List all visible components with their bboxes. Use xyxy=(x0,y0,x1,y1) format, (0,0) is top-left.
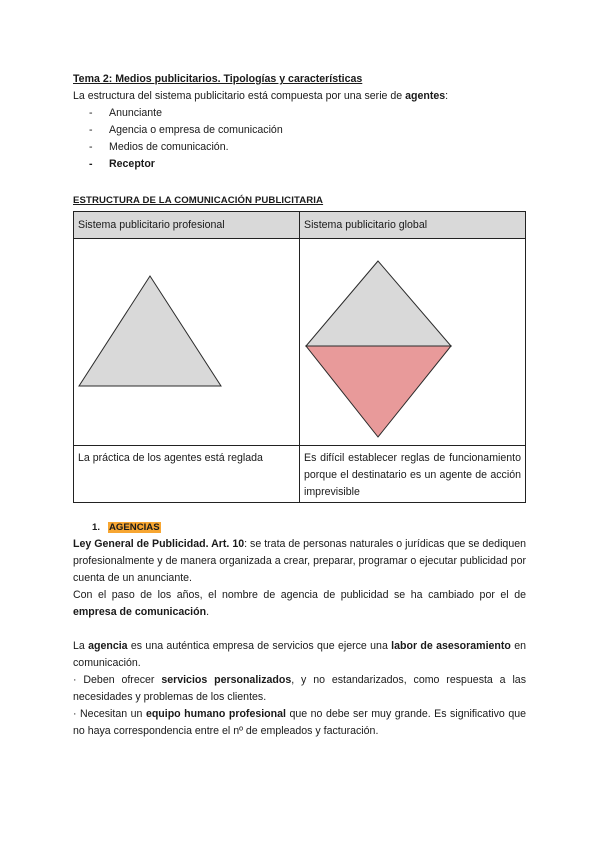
diamond-cell xyxy=(300,239,526,446)
agencias-highlight: AGENCIAS xyxy=(109,522,160,533)
agents-list xyxy=(73,105,526,173)
agencia-bold-d: labor de asesoramiento xyxy=(391,640,511,652)
intro-text: La estructura del sistema publicitario está compuesta por una serie de xyxy=(73,90,406,102)
agent-item: - Agencia o empresa de comunicación xyxy=(73,122,526,139)
agencia-text-e: en comunicación. xyxy=(73,640,526,669)
col1-header: Sistema publicitario profesional xyxy=(74,212,300,239)
diamond-top-shape xyxy=(306,261,451,346)
document-page xyxy=(73,71,526,740)
nombre-end: . xyxy=(206,606,210,618)
servicios-text-a: · Deben ofrecer xyxy=(73,674,162,686)
equipo-bold: equipo humano profesional xyxy=(145,708,286,720)
agencia-bold-b: agencia xyxy=(88,640,128,652)
intro-bold: agentes xyxy=(405,90,446,102)
agent-item: - Medios de comunicación. xyxy=(73,139,526,156)
triangle-shape xyxy=(79,276,221,386)
equipo-paragraph xyxy=(73,706,526,740)
agencia-text-a: La xyxy=(73,640,89,652)
col2-header: Sistema publicitario global xyxy=(300,212,526,239)
servicios-paragraph xyxy=(73,672,526,706)
table-desc-row xyxy=(74,446,526,503)
doc-title: Tema 2: Medios publicitarios. Tipologías y características xyxy=(73,73,363,85)
structure-table xyxy=(73,211,526,503)
triangle-cell xyxy=(74,239,300,446)
agencia-paragraph xyxy=(73,638,526,672)
col2-desc: Es difícil establecer reglas de funcionamiento porque el destinatario es un agente de acción imprevisible xyxy=(300,446,526,503)
equipo-text-a: · Necesitan un xyxy=(73,708,146,720)
intro-end: : xyxy=(445,90,449,102)
table-header-row xyxy=(74,212,526,239)
nombre-paragraph xyxy=(73,587,526,621)
col1-desc: La práctica de los agentes está reglada xyxy=(74,446,300,503)
nombre-text: Con el paso de los años, el nombre de agencia de publicidad se ha cambiado por el de xyxy=(73,589,526,601)
agencia-text-c: es una auténtica empresa de servicios que ejerce una xyxy=(127,640,392,652)
diamond-figure xyxy=(300,239,526,445)
section-number: 1. xyxy=(92,522,101,533)
agent-item: - Receptor xyxy=(73,156,526,173)
servicios-text-c: , y no estandarizados, como respuesta a las necesidades y problemas de los clientes. xyxy=(73,674,526,703)
ley-text: : se trata de personas naturales o jurídicas que se dediquen profesionalmente y de manera organizada a crear, preparar, programar o ejecutar publicidad por cuenta de un anunciante. xyxy=(73,538,526,584)
ley-bold: Ley General de Publicidad. Art. 10 xyxy=(73,538,245,550)
table-figure-row xyxy=(74,239,526,446)
nombre-bold: empresa de comunicación xyxy=(73,606,207,618)
agent-item: - Anunciante xyxy=(73,105,526,122)
equipo-text-c: que no debe ser muy grande. Es significativo que no haya correspondencia entre el nº de empleados y facturación. xyxy=(73,708,526,737)
servicios-bold: servicios personalizados xyxy=(161,674,292,686)
spacer xyxy=(73,621,526,638)
section-title: ESTRUCTURA DE LA COMUNICACIÓN PUBLICITARIA xyxy=(73,195,324,206)
ley-paragraph xyxy=(73,536,526,587)
diamond-bottom-shape xyxy=(306,346,451,437)
agencias-heading xyxy=(73,519,526,536)
triangle-figure xyxy=(74,239,299,445)
intro-paragraph xyxy=(73,88,526,105)
